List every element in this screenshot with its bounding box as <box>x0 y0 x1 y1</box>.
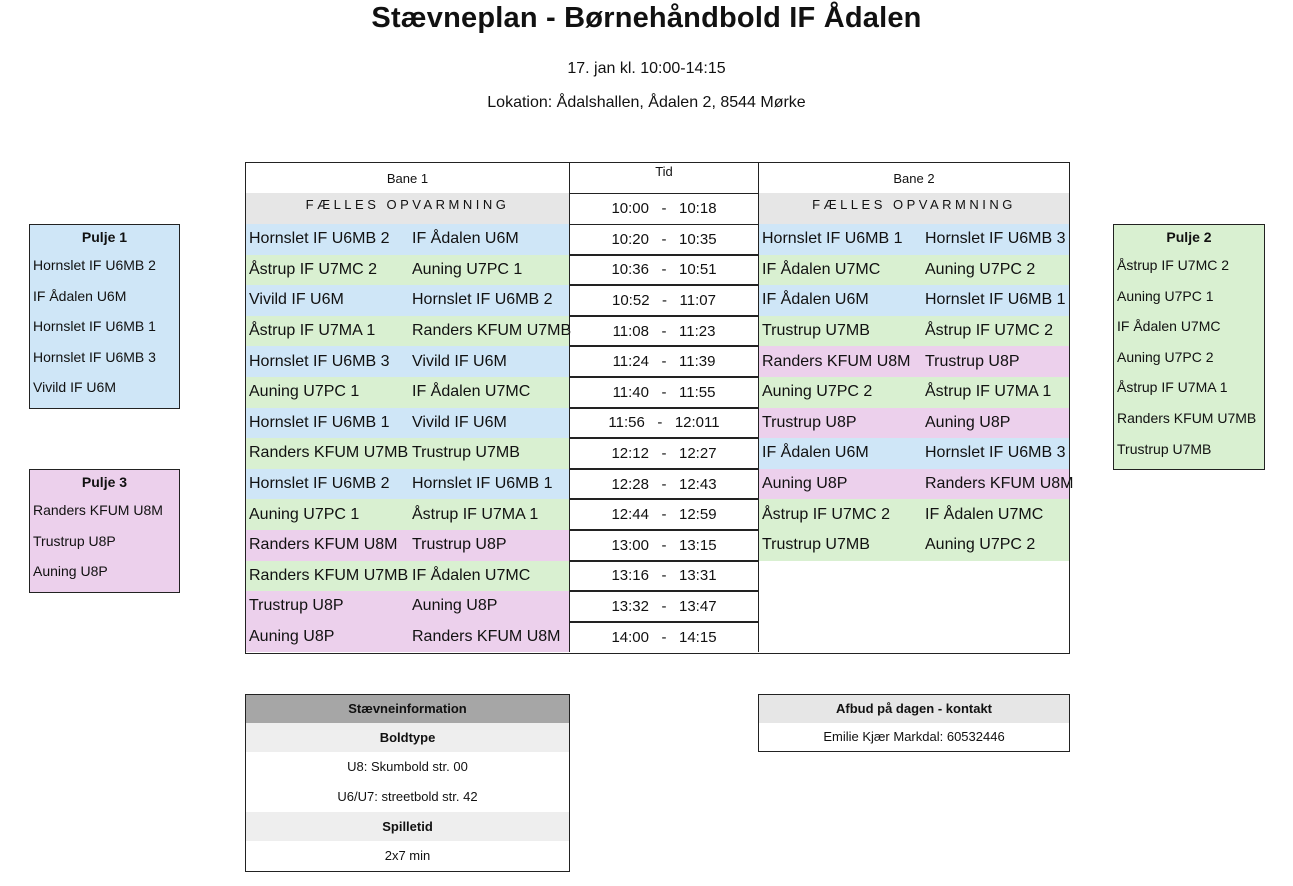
away-team: Hornslet IF U6MB 1 <box>925 291 1066 309</box>
away-team: Trustrup U8P <box>412 536 507 554</box>
home-team: Randers KFUM U8M <box>762 352 911 370</box>
time-end: 13:15 <box>679 536 717 554</box>
warmup-label-bane-2: FÆLLES OPVARMNING <box>759 193 1069 224</box>
match-time: 12:44 - 12:59 <box>569 499 759 530</box>
bane-2-match <box>759 499 1069 530</box>
home-team: Trustrup U7MB <box>762 536 870 554</box>
home-team: Trustrup U7MB <box>762 322 870 340</box>
match-time: 14:00 - 14:15 <box>569 622 759 653</box>
match-time: 11:40 - 11:55 <box>569 377 759 408</box>
match-time: 13:32 - 13:47 <box>569 591 759 622</box>
home-team: Hornslet IF U6MB 2 <box>249 230 390 248</box>
home-team: Auning U7PC 2 <box>762 383 873 401</box>
time-start: 12:12 <box>611 444 649 462</box>
schedule-row <box>246 255 1069 286</box>
header-bane-2: Bane 2 <box>893 170 935 186</box>
bane-1-match <box>246 377 569 408</box>
schedule-row <box>246 438 1069 469</box>
away-team: IF Ådalen U6M <box>412 230 519 248</box>
home-team: IF Ådalen U6M <box>762 291 869 309</box>
bane-1-match <box>246 591 569 622</box>
pool-team: Åstrup IF U7MA 1 <box>1117 379 1228 396</box>
home-team: Randers KFUM U7MB <box>249 444 409 462</box>
pool-team: Hornslet IF U6MB 3 <box>33 348 156 365</box>
away-team: Åstrup IF U7MC 2 <box>925 322 1054 340</box>
home-team: Hornslet IF U6MB 1 <box>249 413 390 431</box>
match-time: 10:20 - 10:35 <box>569 224 759 255</box>
time-start: 13:32 <box>611 597 649 615</box>
warmup-end: 10:18 <box>679 200 717 217</box>
bane-2-match <box>759 346 1069 377</box>
bane-1-match <box>246 561 569 592</box>
bane-1-match <box>246 316 572 347</box>
time-end: 12:59 <box>679 506 717 524</box>
pool-2-box <box>1113 224 1265 470</box>
bane-1-match <box>246 438 569 469</box>
pool-team: Randers KFUM U8M <box>33 502 163 518</box>
pool-title: Pulje 3 <box>81 474 128 490</box>
away-team: Auning U8P <box>925 413 1011 431</box>
warmup-time: 10:00 - 10:18 <box>569 193 759 224</box>
away-team: Randers KFUM U7MB <box>412 322 572 340</box>
time-end: 13:47 <box>679 597 717 615</box>
bane-2-match <box>759 408 1069 439</box>
bane-2-match <box>759 591 1069 622</box>
bane-2-match <box>759 438 1069 469</box>
home-team: IF Ådalen U7MC <box>762 260 881 278</box>
bane-2-match <box>759 561 1069 592</box>
time-end: 14:15 <box>679 629 717 647</box>
away-team <box>925 561 1069 592</box>
pool-team: Vivild IF U6M <box>33 379 116 396</box>
time-end: 11:23 <box>679 322 716 340</box>
away-team: Hornslet IF U6MB 2 <box>412 291 553 309</box>
bane-1-match <box>246 346 569 377</box>
away-team: Auning U7PC 2 <box>925 260 1036 278</box>
home-team: Auning U8P <box>762 475 848 493</box>
schedule-table <box>245 162 1074 654</box>
warmup-label-bane-1: FÆLLES OPVARMNING <box>246 193 569 224</box>
pool-team: Randers KFUM U7MB <box>1117 409 1257 426</box>
away-team: Åstrup IF U7MA 1 <box>925 383 1052 401</box>
time-end: 11:39 <box>679 353 716 371</box>
ball-u8: U8: Skumbold str. 00 <box>347 759 468 774</box>
home-team: Åstrup IF U7MC 2 <box>762 505 891 523</box>
bane-1-match <box>246 224 569 255</box>
away-team: Randers KFUM U8M <box>412 628 561 646</box>
match-time: 12:28 - 12:43 <box>569 469 759 500</box>
schedule-row <box>246 499 1069 530</box>
time-end: 13:31 <box>679 567 717 585</box>
home-team: Hornslet IF U6MB 3 <box>249 352 390 370</box>
warmup-start: 10:00 <box>611 200 649 217</box>
warmup-row <box>246 193 1069 224</box>
pool-title: Pulje 2 <box>1166 229 1212 245</box>
bane-2-match <box>759 377 1069 408</box>
time-start: 13:00 <box>611 536 649 554</box>
away-team: IF Ådalen U7MC <box>925 505 1044 523</box>
pool-team: Auning U8P <box>33 563 108 580</box>
pool-team: Auning U7PC 1 <box>1117 287 1214 304</box>
playtime-heading: Spilletid <box>246 812 569 841</box>
home-team: Vivild IF U6M <box>249 291 344 309</box>
away-team: Hornslet IF U6MB 3 <box>925 444 1066 462</box>
pool-team: Åstrup IF U7MC 2 <box>1117 257 1230 273</box>
home-team: Auning U7PC 1 <box>249 505 360 523</box>
schedule-header-row <box>246 163 1069 194</box>
away-team: IF Ådalen U7MC <box>412 383 531 401</box>
home-team: Auning U8P <box>249 628 335 646</box>
contact-title: Afbud på dagen - kontakt <box>759 695 1069 723</box>
home-team <box>759 622 925 653</box>
schedule-row <box>246 316 1069 347</box>
page-title: Stævneplan - Børnehåndbold IF Ådalen <box>371 2 922 34</box>
schedule-row <box>246 469 1074 500</box>
time-end: 11:07 <box>679 291 716 309</box>
time-start: 12:44 <box>611 506 649 524</box>
pool-3-box <box>29 469 180 593</box>
match-time: 11:08 - 11:23 <box>569 316 759 347</box>
time-start: 14:00 <box>611 629 649 647</box>
schedule-row <box>246 530 1069 561</box>
bane-2-match <box>759 530 1069 561</box>
pool-team: Auning U7PC 2 <box>1117 348 1214 365</box>
away-team: Vivild IF U6M <box>412 352 507 370</box>
time-end: 10:35 <box>679 230 717 248</box>
schedule-row <box>246 622 1069 653</box>
event-location: Lokation: Ådalshallen, Ådalen 2, 8544 Mørke <box>487 94 806 111</box>
bane-2-match <box>759 622 1069 653</box>
schedule-row <box>246 285 1069 316</box>
time-start: 11:40 <box>612 383 649 401</box>
bane-2-match <box>759 316 1069 347</box>
pool-1-box <box>29 224 180 409</box>
away-team: Hornslet IF U6MB 3 <box>925 230 1066 248</box>
time-start: 11:24 <box>612 353 649 371</box>
away-team: Auning U7PC 1 <box>412 260 523 278</box>
schedule-row <box>246 224 1069 255</box>
schedule-row <box>246 408 1069 439</box>
bane-1-match <box>246 469 569 500</box>
pool-team: Hornslet IF U6MB 1 <box>33 318 156 335</box>
schedule-row <box>246 377 1069 408</box>
header-bane-1: Bane 1 <box>386 170 429 186</box>
bane-1-match <box>246 285 569 316</box>
playtime-value: 2x7 min <box>384 848 431 863</box>
home-team: IF Ådalen U6M <box>762 444 869 462</box>
away-team: Randers KFUM U8M <box>925 475 1074 493</box>
bane-1-match <box>246 622 569 653</box>
away-team: Auning U7PC 2 <box>925 536 1036 554</box>
home-team: Trustrup U8P <box>249 597 344 615</box>
away-team: Trustrup U7MB <box>412 444 520 462</box>
away-team: Trustrup U8P <box>925 352 1020 370</box>
bane-1-match <box>246 408 569 439</box>
schedule-row <box>246 561 1069 592</box>
match-time: 13:00 - 13:15 <box>569 530 759 561</box>
pool-team: Hornslet IF U6MB 2 <box>33 257 156 273</box>
match-time: 10:52 - 11:07 <box>569 285 759 316</box>
pool-title: Pulje 1 <box>81 229 128 245</box>
home-team: Åstrup IF U7MA 1 <box>249 322 376 340</box>
time-start: 10:52 <box>612 291 650 309</box>
contact-box <box>758 694 1070 752</box>
time-end: 11:55 <box>679 383 716 401</box>
home-team: Trustrup U8P <box>762 413 857 431</box>
home-team <box>759 561 925 592</box>
home-team: Hornslet IF U6MB 2 <box>249 475 390 493</box>
time-start: 10:36 <box>611 261 649 279</box>
match-time: 11:56 - 12:011 <box>569 408 759 439</box>
match-time: 10:36 - 10:51 <box>569 255 759 286</box>
pool-team: Trustrup U8P <box>33 532 116 549</box>
home-team: Hornslet IF U6MB 1 <box>762 230 903 248</box>
info-title: Stævneinformation <box>246 695 569 723</box>
match-time: 11:24 - 11:39 <box>569 346 759 377</box>
away-team: Hornslet IF U6MB 1 <box>412 475 553 493</box>
balltype-heading: Boldtype <box>246 723 569 752</box>
time-start: 13:16 <box>611 567 649 585</box>
contact-person: Emilie Kjær Markdal: 60532446 <box>823 729 1005 744</box>
pool-team: Trustrup U7MB <box>1117 440 1212 457</box>
home-team: Åstrup IF U7MC 2 <box>249 260 378 278</box>
home-team: Randers KFUM U8M <box>249 536 398 554</box>
pool-team: IF Ådalen U7MC <box>1117 318 1221 335</box>
away-team: Vivild IF U6M <box>412 413 507 431</box>
bane-2-match <box>759 224 1069 255</box>
bane-1-match <box>246 255 569 286</box>
away-team: Åstrup IF U7MA 1 <box>412 505 539 523</box>
event-date: 17. jan kl. 10:00-14:15 <box>567 60 726 77</box>
time-start: 12:28 <box>611 475 649 493</box>
time-end: 12:27 <box>679 444 717 462</box>
match-time: 12:12 - 12:27 <box>569 438 759 469</box>
away-team: Auning U8P <box>412 597 498 615</box>
bane-1-match <box>246 499 569 530</box>
away-team: IF Ådalen U7MC <box>412 566 531 584</box>
bane-2-match <box>759 469 1074 500</box>
home-team: Randers KFUM U7MB <box>249 566 409 584</box>
schedule-row <box>246 591 1069 622</box>
schedule-row <box>246 346 1069 377</box>
time-end: 10:51 <box>679 261 717 279</box>
event-info-box <box>245 694 570 872</box>
time-start: 11:08 <box>612 322 649 340</box>
away-team <box>925 591 1069 622</box>
header-tid: Tid <box>569 163 759 193</box>
time-start: 11:56 <box>608 414 645 432</box>
pool-team: IF Ådalen U6M <box>33 287 127 304</box>
home-team: Auning U7PC 1 <box>249 383 360 401</box>
away-team <box>925 622 1069 653</box>
ball-u6u7: U6/U7: streetbold str. 42 <box>337 789 478 804</box>
bane-2-match <box>759 285 1069 316</box>
bane-2-match <box>759 255 1069 286</box>
home-team <box>759 591 925 622</box>
bane-1-match <box>246 530 569 561</box>
match-time: 13:16 - 13:31 <box>569 561 759 592</box>
time-start: 10:20 <box>611 230 649 248</box>
time-end: 12:011 <box>674 414 720 432</box>
time-end: 12:43 <box>679 475 717 493</box>
